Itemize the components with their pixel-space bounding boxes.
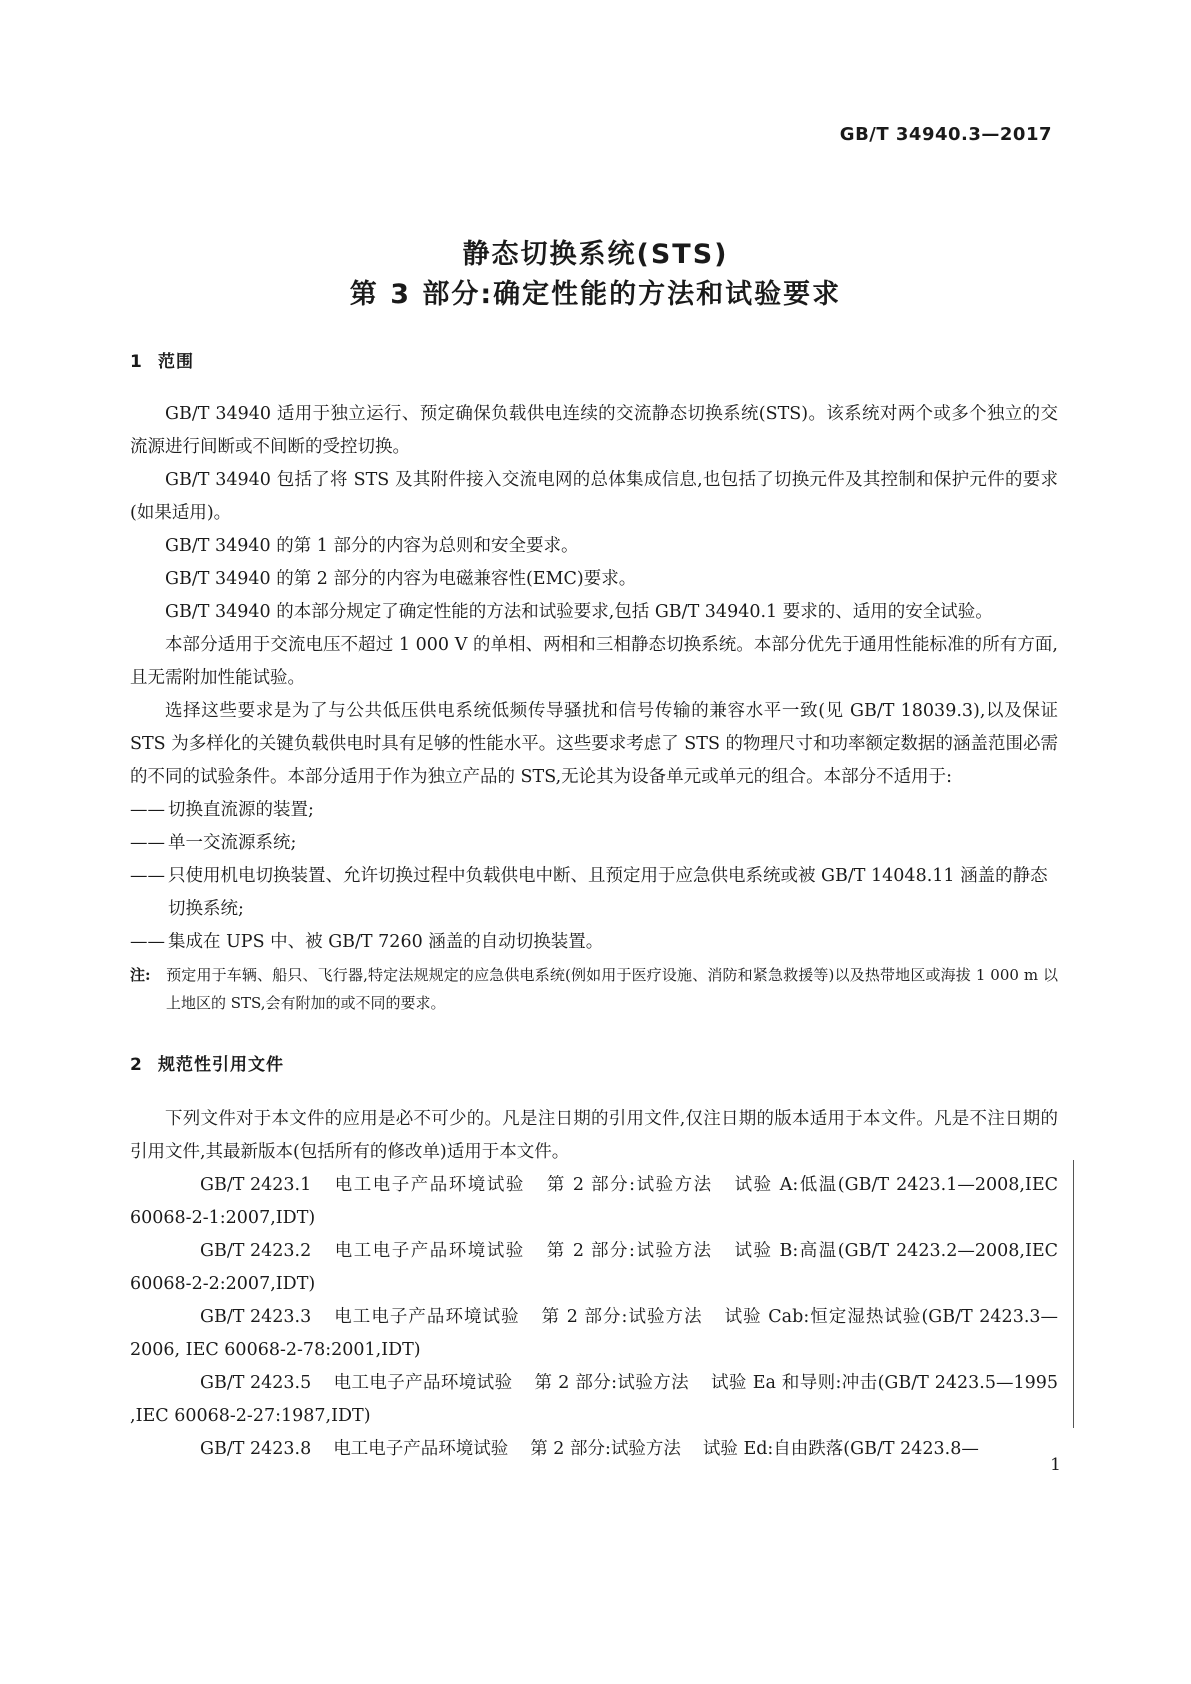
note <box>130 961 1058 1017</box>
section-2-heading <box>130 1050 284 1075</box>
reference-entry: GB/T 2423.8 电工电子产品环境试验 第 2 部分:试验方法 试验 Ed:自由跌落(GB/T 2423.8— <box>200 1439 979 1459</box>
dash-marker: —— <box>130 866 165 886</box>
paragraph: 下列文件对于本文件的应用是必不可少的。凡是注日期的引用文件,仅注日期的版本适用于本文件。凡是不注日期的引用文件,其最新版本(包括所有的修改单)适用于本文件。 <box>130 1109 1058 1162</box>
paragraph: GB/T 34940 的第 2 部分的内容为电磁兼容性(EMC)要求。 <box>165 569 637 589</box>
paragraph: GB/T 34940 包括了将 STS 及其附件接入交流电网的总体集成信息,也包括了切换元件及其控制和保护元件的要求(如果适用)。 <box>130 470 1058 523</box>
section-title: 范围 <box>158 352 194 372</box>
paragraph: 选择这些要求是为了与公共低压供电系统低频传导骚扰和信号传输的兼容水平一致(见 GB/T 18039.3),以及保证 STS 为多样化的关键负载供电时具有足够的性能水平。这些要求考虑了 STS 的物理尺寸和功率额定数据的涵盖范围必需的不同的试验条件。本部分适用于作为独立产品的 STS,无论其为设备单元或单元的组合。本部分不适用于: <box>130 701 1058 787</box>
document-title-line1: 静态切换系统(STS) <box>462 239 729 270</box>
dash-marker: —— <box>130 932 165 952</box>
paragraph: GB/T 34940 的第 1 部分的内容为总则和安全要求。 <box>165 536 579 556</box>
note-text: 预定用于车辆、船只、飞行器,特定法规规定的应急供电系统(例如用于医疗设施、消防和紧急救援等)以及热带地区或海拔 1 000 m 以上地区的 STS,会有附加的或不同的要求。 <box>166 966 1058 1012</box>
margin-rule <box>1073 1160 1074 1428</box>
section-title: 规范性引用文件 <box>158 1055 284 1075</box>
standard-number: GB/T 34940.3—2017 <box>839 124 1052 145</box>
section-2-body <box>130 1103 1058 1466</box>
reference-entry: GB/T 2423.2 电工电子产品环境试验 第 2 部分:试验方法 试验 B:高温(GB/T 2423.2—2008,IEC 60068-2-2:2007,IDT) <box>130 1241 1059 1294</box>
section-1-body <box>130 398 1058 1017</box>
dash-marker: —— <box>130 833 165 853</box>
document-title-line2: 第 3 部分:确定性能的方法和试验要求 <box>349 279 842 310</box>
paragraph: 本部分适用于交流电压不超过 1 000 V 的单相、两相和三相静态切换系统。本部分优先于通用性能标准的所有方面,且无需附加性能试验。 <box>130 635 1058 688</box>
exclusion-item: —— 集成在 UPS 中、被 GB/T 7260 涵盖的自动切换装置。 <box>130 926 1058 959</box>
exclusion-item: —— 单一交流源系统; <box>130 827 1058 860</box>
reference-entry: GB/T 2423.5 电工电子产品环境试验 第 2 部分:试验方法 试验 Ea 和导则:冲击(GB/T 2423.5—1995 ,IEC 60068-2-27:1987,IDT) <box>130 1373 1059 1426</box>
reference-entry: GB/T 2423.1 电工电子产品环境试验 第 2 部分:试验方法 试验 A:低温(GB/T 2423.1—2008,IEC 60068-2-1:2007,IDT) <box>130 1175 1059 1228</box>
note-label: 注: <box>130 966 151 984</box>
section-number: 2 <box>130 1055 143 1075</box>
paragraph: GB/T 34940 适用于独立运行、预定确保负载供电连续的交流静态切换系统(STS)。该系统对两个或多个独立的交流源进行间断或不间断的受控切换。 <box>130 404 1058 457</box>
exclusion-item: —— 只使用机电切换装置、允许切换过程中负载供电中断、且预定用于应急供电系统或被 GB/T 14048.11 涵盖的静态切换系统; <box>130 860 1058 926</box>
exclusion-item: —— 切换直流源的装置; <box>130 794 1058 827</box>
page-number: 1 <box>1050 1455 1061 1475</box>
reference-entry: GB/T 2423.3 电工电子产品环境试验 第 2 部分:试验方法 试验 Cab:恒定湿热试验(GB/T 2423.3—2006, IEC 60068-2-78:2001,IDT) <box>130 1307 1059 1360</box>
paragraph: GB/T 34940 的本部分规定了确定性能的方法和试验要求,包括 GB/T 34940.1 要求的、适用的安全试验。 <box>165 602 993 622</box>
dash-marker: —— <box>130 800 165 820</box>
section-1-heading <box>130 347 194 372</box>
section-number: 1 <box>130 352 143 372</box>
